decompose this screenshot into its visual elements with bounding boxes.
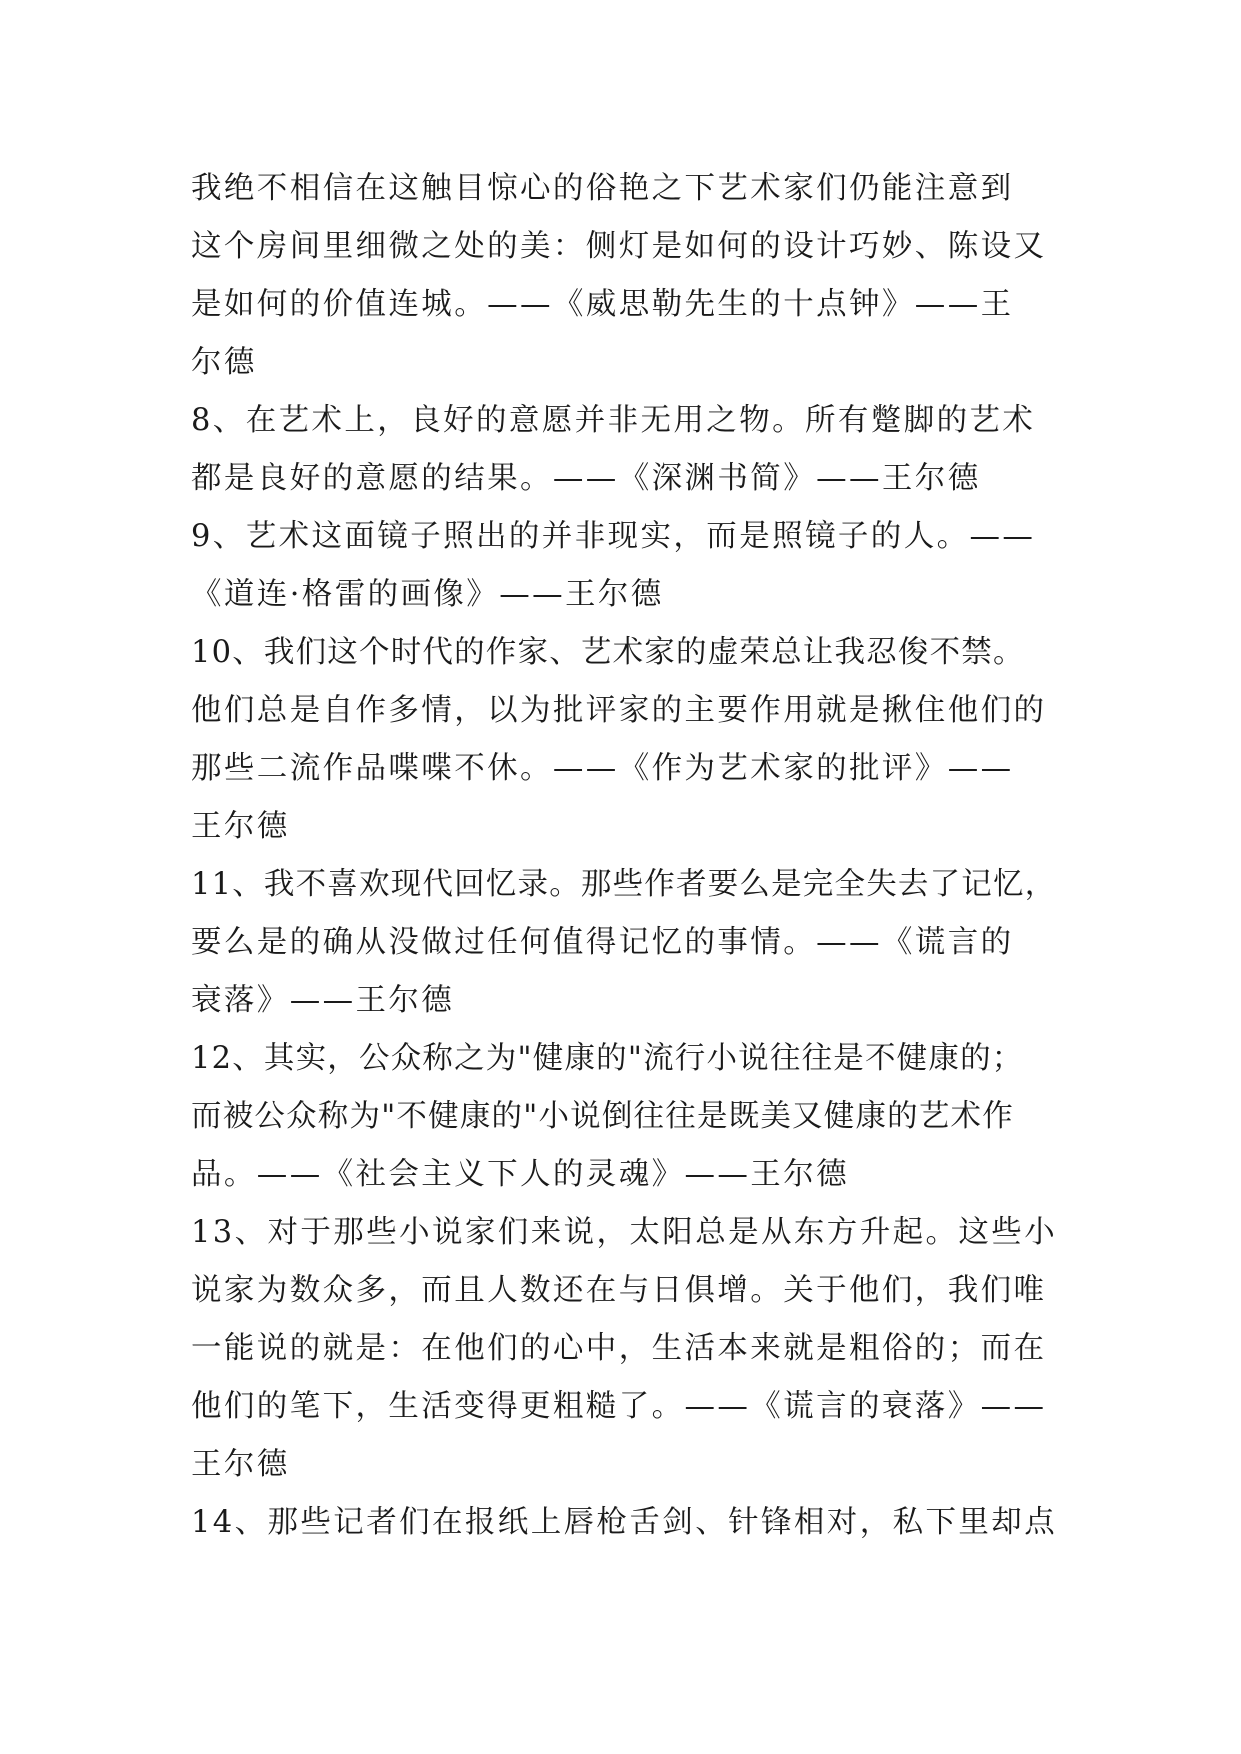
quote-11-line: 要么是的确从没做过任何值得记忆的事情。——《谎言的 xyxy=(191,925,1014,960)
text-line: 我绝不相信在这触目惊心的俗艳之下艺术家们仍能注意到 xyxy=(191,171,1014,206)
quote-11-line: 衰落》——王尔德 xyxy=(191,983,455,1018)
text-line: 尔德 xyxy=(191,345,257,380)
quote-10-line: 他们总是自作多情，以为批评家的主要作用就是揪住他们的 xyxy=(191,693,1047,728)
quote-13-line: 王尔德 xyxy=(191,1447,290,1482)
quote-12-line: 而被公众称为"不健康的"小说倒往往是既美又健康的艺术作 xyxy=(191,1099,1014,1134)
text-line: 这个房间里细微之处的美：侧灯是如何的设计巧妙、陈设又 xyxy=(191,229,1047,264)
quote-12-line: 12、其实，公众称之为"健康的"流行小说往往是不健康的； xyxy=(191,1041,1024,1076)
quote-9-line: 《道连·格雷的画像》——王尔德 xyxy=(191,577,664,612)
text-line: 是如何的价值连城。——《威思勒先生的十点钟》——王 xyxy=(191,287,1014,322)
quote-13-line: 一能说的就是：在他们的心中，生活本来就是粗俗的；而在 xyxy=(191,1331,1047,1366)
quote-8-line: 都是良好的意愿的结果。——《深渊书简》——王尔德 xyxy=(191,461,981,496)
quote-12-line: 品。——《社会主义下人的灵魂》——王尔德 xyxy=(191,1157,849,1192)
quote-10-line: 那些二流作品喋喋不休。——《作为艺术家的批评》—— xyxy=(191,751,1014,786)
quote-13-line: 13、对于那些小说家们来说，太阳总是从东方升起。这些小 xyxy=(191,1215,1058,1250)
quote-11-line: 11、我不喜欢现代回忆录。那些作者要么是完全失去了记忆， xyxy=(191,867,1057,902)
quote-8-line: 8、在艺术上，良好的意愿并非无用之物。所有蹩脚的艺术 xyxy=(191,403,1036,438)
quote-13-line: 说家为数众多，而且人数还在与日俱增。关于他们，我们唯 xyxy=(191,1273,1047,1308)
quote-10-line: 10、我们这个时代的作家、艺术家的虚荣总让我忍俊不禁。 xyxy=(191,635,1025,670)
quote-14-line: 14、那些记者们在报纸上唇枪舌剑、针锋相对，私下里却点 xyxy=(191,1505,1058,1540)
quote-10-line: 王尔德 xyxy=(191,809,290,844)
document-body xyxy=(191,160,1058,1552)
quote-13-line: 他们的笔下，生活变得更粗糙了。——《谎言的衰落》—— xyxy=(191,1389,1047,1424)
quote-9-line: 9、艺术这面镜子照出的并非现实，而是照镜子的人。—— xyxy=(191,519,1036,554)
